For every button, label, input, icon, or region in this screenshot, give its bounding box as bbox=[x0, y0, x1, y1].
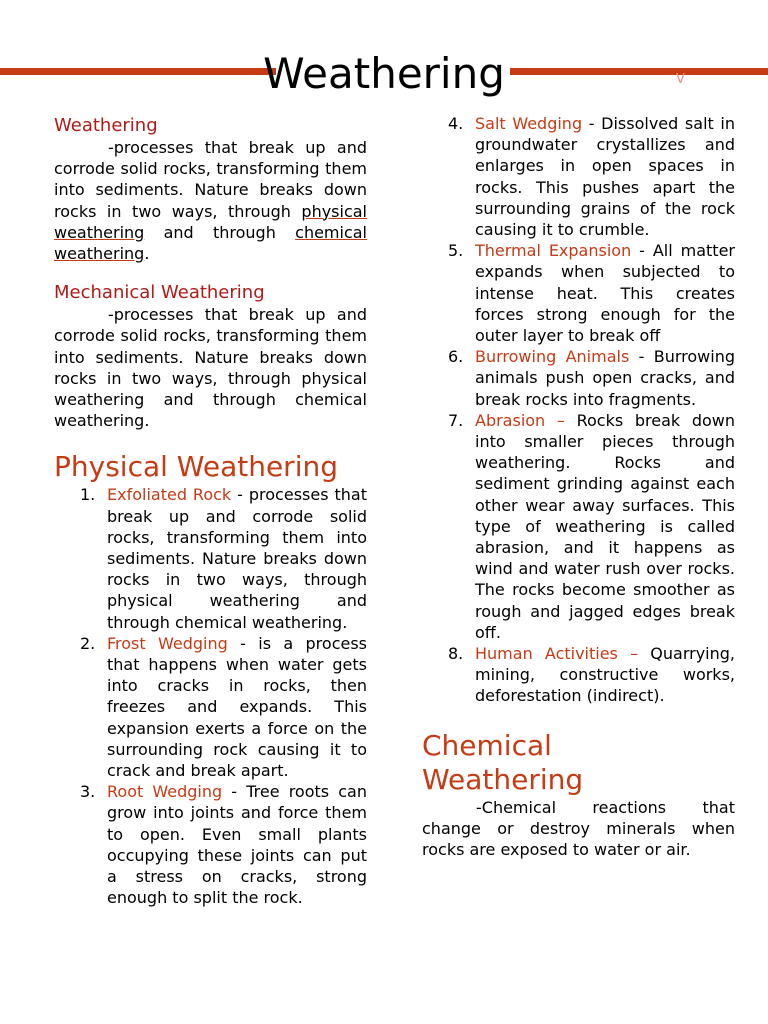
item-term: Thermal Expansion bbox=[475, 241, 632, 261]
list-item bbox=[54, 633, 367, 781]
item-text: - Burrowing animals push open cracks, and break rocks into fragments. bbox=[475, 347, 735, 409]
item-term: Frost Wedging bbox=[107, 633, 228, 653]
item-text: - Tree roots can grow into joints and force them to open. Even small plants occupying these joints can put a stress on cracks, strong enough to split the rock. bbox=[107, 782, 367, 908]
list-item bbox=[422, 410, 735, 643]
item-text: - is a process that happens when water gets into cracks in rocks, then freezes and expands. This expansion exerts a force on the surrounding rock causing it to crack and break apart. bbox=[107, 633, 368, 781]
item-term: Exfoliated Rock bbox=[107, 485, 232, 505]
list-item bbox=[422, 240, 735, 346]
item-text: - Dissolved salt in groundwater crystallizes and enlarges in open spaces in rocks. This pushes apart the surrounding grains of the rock causing it to crumble. bbox=[475, 114, 736, 240]
item-number: 5. bbox=[448, 241, 464, 261]
item-number: 1. bbox=[80, 485, 96, 505]
chemical-weathering-heading: Chemical Weathering bbox=[422, 728, 584, 796]
item-number: 7. bbox=[448, 410, 464, 430]
item-number: 8. bbox=[448, 644, 464, 664]
mechanical-definition: -processes that break up and corrode solid rocks, transforming them into sediments. Nature breaks down rocks in two ways, through physical weathering and through chemical weathering. bbox=[54, 305, 367, 431]
list-item bbox=[422, 346, 735, 410]
list-item bbox=[422, 113, 735, 240]
item-number: 4. bbox=[448, 114, 464, 133]
right-column bbox=[422, 113, 735, 860]
physical-weathering-list-right bbox=[422, 113, 735, 707]
item-text: Rocks break down into smaller pieces through weathering. Rocks and sediment grinding against each other wear away surfaces. This type of weathering is called abrasion, and it happens as wind and water rush over rocks. The rocks become smoother as rough and jagged edges break off. bbox=[475, 410, 736, 642]
weathering-text-end: . bbox=[144, 244, 150, 264]
item-number: 3. bbox=[80, 782, 96, 802]
corner-mark: V bbox=[676, 72, 685, 87]
weathering-text-mid: and through bbox=[144, 222, 296, 242]
item-text: - processes that break up and corrode solid rocks, transforming them into sediments. Nature breaks down rocks in two ways, through physical weathering and through chemical weathering. bbox=[107, 485, 367, 632]
physical-weathering-list-left bbox=[54, 484, 367, 908]
physical-weathering-link[interactable]: physical weathering bbox=[54, 201, 367, 242]
spacer bbox=[54, 431, 367, 450]
item-text: Quarrying, mining, constructive works, deforestation (indirect). bbox=[475, 644, 735, 706]
item-term: Abrasion – bbox=[475, 410, 565, 430]
list-item bbox=[422, 643, 735, 707]
spacer bbox=[422, 707, 735, 729]
item-term: Burrowing Animals bbox=[475, 347, 630, 367]
list-item bbox=[54, 484, 367, 632]
item-term: Root Wedging bbox=[107, 782, 223, 802]
item-term: Human Activities – bbox=[475, 644, 639, 664]
chemical-weathering-link[interactable]: chemical weathering bbox=[54, 222, 367, 264]
page-title: Weathering bbox=[263, 49, 505, 98]
list-item bbox=[54, 781, 367, 908]
weathering-text-before: -processes that break up and corrode solid rocks, transforming them into sediments. Nature breaks down rocks in two ways, through bbox=[54, 138, 367, 221]
item-number: 6. bbox=[448, 347, 464, 367]
chemical-weathering-definition: -Chemical reactions that change or destroy minerals when rocks are exposed to water or air. bbox=[422, 797, 735, 860]
weathering-definition bbox=[54, 137, 367, 264]
left-column bbox=[54, 114, 367, 909]
mechanical-heading: Mechanical Weathering bbox=[54, 282, 265, 304]
item-text: - All matter expands when subjected to intense heat. This creates forces strong enough for the outer layer to break off bbox=[475, 241, 735, 346]
item-term: Salt Wedging bbox=[475, 114, 583, 133]
physical-weathering-heading: Physical Weathering bbox=[54, 450, 338, 484]
item-number: 2. bbox=[80, 633, 96, 653]
spacer bbox=[54, 264, 367, 281]
weathering-heading: Weathering bbox=[54, 115, 158, 136]
